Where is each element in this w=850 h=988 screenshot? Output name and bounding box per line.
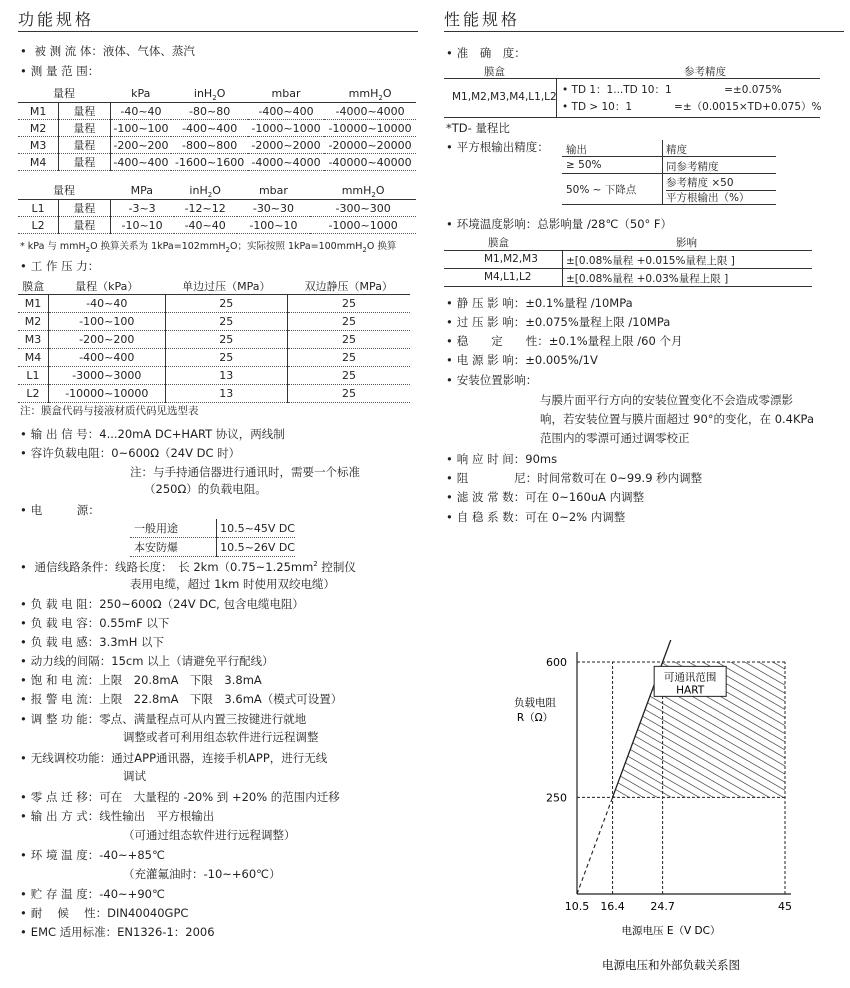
ambient-effect-table: 膜盒 影响 M1,M2,M3 ±[0.08%量程 +0.015%量程上限 ] M4,L1,L2 ±[0.08%量程 +0.03%量程上限 ] [444,235,812,287]
table-cell: -400~400 [110,154,171,171]
pressure-header-row [18,278,410,295]
range-header-cell: mbar [237,181,311,200]
table-row [130,538,295,557]
table-cell: -400~400 [171,120,247,137]
td-note: *TD- 量程比 [446,121,510,135]
range-header-cell: 量程 [18,181,110,200]
load-note-2: （250Ω）的负载电阻。 [144,482,267,496]
pressure-header-cell: 双边静压（MPa） [288,278,410,295]
range-header-row [18,84,416,103]
table-cell: 25 [288,295,410,313]
table-cell: 25 [288,367,410,385]
table-cell: M1 [18,295,48,313]
table-cell: -100~100 [110,120,171,137]
table-row [18,295,410,313]
table-cell: L2 [18,217,59,234]
comm-line-2: 表用电缆，超过 1km 时使用双绞电缆） [130,577,335,591]
table-cell: M4 [18,349,48,367]
static-pressure-effect: • 静 压 影 响：±0.1%量程 /10MPa [446,295,633,312]
table-cell: 25 [288,385,410,403]
acc-header-accuracy: 参考精度 [684,66,726,78]
table-cell: 10.5~45V DC [217,519,295,538]
table-cell: -2000~2000 [248,137,324,154]
range-header-row [18,181,416,200]
acc-line-1: • TD 1：1...TD 10：1 =±0.075% [562,84,782,96]
table-cell: M4 [18,154,59,171]
over-pressure-effect: • 过 压 影 响：±0.075%量程上限 /10MPa [446,314,670,331]
functional-spec-title: 功能规格 [18,9,418,32]
table-cell: L1 [18,200,59,217]
storage-temp: • 贮 存 温 度：-40~+90℃ [20,886,165,903]
mount-effect-label: • 安装位置影响： [446,372,537,389]
table-cell: 本安防爆 [130,538,217,557]
self-stability: • 自 稳 系 数：可在 0~2% 内调整 [446,509,625,526]
adjust-function-1: • 调 整 功 能：零点、满量程点可从内置三按键进行就地 [20,711,306,728]
table-row [18,217,416,234]
saturation-current: • 饱 和 电 流：上限 20.8mA 下限 3.8mA [20,672,262,689]
table-cell: M3 [18,137,59,154]
range-header-cell: 量程 [18,84,110,103]
adjust-function-2: 调整或者可利用组态软件进行远程调整 [123,730,319,744]
table-row [18,367,410,385]
table-cell: -3000~3000 [48,367,165,385]
y-axis-label-1: 负载电阻 [514,697,556,709]
table-row [130,519,295,538]
table-row [18,313,410,331]
zero-shift: • 零 点 迁 移：可在 大量程的 -20% 到 +20% 的范围内迁移 [20,789,340,806]
table-cell: -80~80 [171,103,247,120]
x-axis-label: 电源电压 E（V DC） [621,925,721,937]
hart-label-1: 可通讯范围 [663,671,717,684]
load-voltage-chart [440,640,820,980]
table-cell: 量程 [59,217,110,234]
pressure-header-cell: 膜盒 [18,278,48,295]
table-cell: -800~800 [171,137,247,154]
weather-resistance: • 耐 候 性：DIN40040GPC [20,905,188,922]
x-tick-label: 16.4 [600,900,625,913]
table-cell: 量程 [59,120,110,137]
filter-constant: • 滤 波 常 数：可在 0~160uA 内调整 [446,489,644,506]
performance-spec-column [444,0,844,524]
sqrt-table: 输出 精度 ≥ 50% 同参考精度 50% ~ 下降点 参考精度 ×50 平方根输出（%） [562,140,776,205]
fluid-row: • 被 测 流 体：液体、气体、蒸汽 [20,43,195,60]
load-capacitance: • 负 载 电 容：0.55mF 以下 [20,615,169,632]
table-cell: -40~40 [174,217,237,234]
load-resistance: • 负 载 电 阻：250~600Ω（24V DC, 包含电缆电阻） [20,596,304,613]
range-header-cell: kPa [110,84,171,103]
table-cell: 25 [288,331,410,349]
table-cell: 一般用途 [130,519,217,538]
table-cell: -4000~4000 [324,103,416,120]
wireless-1: • 无线调校功能：通过APP通讯器，连接手机APP，进行无线 [20,750,327,767]
load-inductance: • 负 载 电 感：3.3mH 以下 [20,634,164,651]
range-header-cell: inH$_2$O [171,84,247,103]
output-mode-1: • 输 出 方 式：线性输出 平方根输出 [20,808,214,825]
table-cell: -400~400 [48,349,165,367]
table-cell: -4000~4000 [248,154,324,171]
table-cell: -12~12 [174,200,237,217]
table-cell: -100~100 [48,313,165,331]
table-cell: 13 [165,385,287,403]
response-time: • 响 应 时 间：90ms [446,451,557,468]
range-header-cell: mmH$_2$O [324,84,416,103]
damping: • 阻 尼：时间常数可在 0~99.9 秒内调整 [446,470,702,487]
table-cell: -100~10 [237,217,311,234]
range-header-cell: mbar [248,84,324,103]
table-cell: -300~300 [310,200,416,217]
table-cell: M2 [18,313,48,331]
table-row [18,103,416,120]
mount-effect-1: 与膜片面平行方向的安装位置变化不会造成零漂影 [540,393,793,407]
table-cell: -40~40 [110,103,171,120]
power-label: • 电 源： [20,502,100,519]
sqrt-label: • 平方根输出精度： [446,139,549,156]
chart-title: 电源电压和外部负载关系图 [602,958,740,972]
y-tick-label: 600 [546,656,567,669]
ambient-temp-1: • 环 境 温 度：-40~+85℃ [20,847,165,864]
y-tick-label: 250 [546,791,567,805]
range-header-cell: mmH$_2$O [310,181,416,200]
fluid-value: 液体、气体、蒸汽 [102,44,195,58]
pressure-table [18,278,410,403]
table-cell: -200~200 [110,137,171,154]
pressure-header-cell: 单边过压（MPa） [165,278,287,295]
range-table-kpa [18,84,416,171]
table-cell: -10~10 [110,217,174,234]
range-label: • 测 量 范 围： [20,63,99,80]
table-row [18,349,410,367]
alarm-current: • 报 警 电 流：上限 22.8mA 下限 3.6mA（模式可设置） [20,691,342,708]
mount-effect-2: 响，若安装位置与膜片面超过 90°的变化，在 0.4KPa [540,412,814,426]
functional-spec-column [18,0,418,939]
pressure-label: • 工 作 压 力： [20,258,99,275]
table-cell: -200~200 [48,331,165,349]
stability: • 稳 定 性：±0.1%量程上限 /60 个月 [446,333,682,350]
table-cell: -3~3 [110,200,174,217]
table-cell: 25 [165,331,287,349]
table-cell: 25 [165,295,287,313]
range-header-cell: inH$_2$O [174,181,237,200]
table-cell: -1000~1000 [248,120,324,137]
ambient-temp-2: （充灌氟油时：-10~+60℃） [123,867,281,881]
table-cell: L1 [18,367,48,385]
range-header-cell: MPa [110,181,174,200]
table-cell: M1 [18,103,59,120]
table-cell: 25 [165,349,287,367]
pressure-note: 注：膜盒代码与接液材质代码见选型表 [20,405,199,417]
range-note: * kPa 与 mmH$_2$O 换算关系为 1kPa=102mmH$_2$O；实际按照 1kPa=100mmH$_2$O 换算 [20,241,397,254]
table-cell: 13 [165,367,287,385]
table-cell: -30~30 [237,200,311,217]
power-line-spacing: • 动力线的间隔：15cm 以上（请避免平行配线） [20,653,274,670]
accuracy-label: • 准 确 度： [446,45,526,62]
table-cell: -10000~10000 [48,385,165,403]
load-note-1: 注：与手持通信器进行通讯时，需要一个标准 [130,465,360,479]
acc-header-box: 膜盒 [484,66,505,78]
table-cell: 量程 [59,103,110,120]
performance-spec-title: 性能规格 [444,9,844,32]
output-signal: • 输 出 信 号：4...20mA DC+HART 协议，两线制 [20,426,285,443]
power-table [130,519,295,557]
table-cell: M2 [18,120,59,137]
comm-line-1: • 通信线路条件：线路长度： 长 $2km(0.75\sim 1.25mm^2$ 控制仪 [20,559,356,576]
table-cell: 量程 [59,154,110,171]
table-row [18,331,410,349]
table-cell: 量程 [59,200,110,217]
acc-line-2: • TD > 10：1 =±（0.0015×TD+0.075）% [562,101,822,113]
mount-effect-3: 范围内的零漂可通过调零校正 [540,431,690,445]
table-cell: 25 [288,313,410,331]
table-cell: -1600~1600 [171,154,247,171]
x-tick-label: 10.5 [564,900,590,913]
table-cell: -10000~10000 [324,120,416,137]
table-cell: -40000~40000 [324,154,416,171]
output-mode-2: （可通过组态软件进行远程调整） [123,828,296,842]
load-line-dashed [577,797,613,894]
table-cell: L2 [18,385,48,403]
ambient-effect-label: • 环境温度影响：总影响量 /28℃（50° F） [446,216,672,233]
range-table-mpa [18,181,416,234]
table-row [18,137,416,154]
pressure-header-cell: 量程（kPa） [48,278,165,295]
table-row [18,385,410,403]
accuracy-table [444,64,820,118]
table-cell: 量程 [59,137,110,154]
table-row [18,120,416,137]
acc-box-list: M1,M2,M3,M4,L1,L2 [452,91,557,103]
table-row [18,200,416,217]
allowed-load: • 容许负载电阻：0~600Ω（24V DC 时） [20,445,240,462]
table-row [18,154,416,171]
table-cell: 25 [165,313,287,331]
table-cell: -40~40 [48,295,165,313]
hart-label-2: HART [676,684,705,697]
table-cell: M3 [18,331,48,349]
table-cell: -1000~1000 [310,217,416,234]
y-axis-label-2: R（Ω） [516,712,554,724]
wireless-2: 调试 [123,769,146,783]
table-cell: -20000~20000 [324,137,416,154]
table-cell: -400~400 [248,103,324,120]
x-tick-label: 24.7 [650,900,675,913]
emc-standard: • EMC 适用标准：EN1326-1：2006 [20,924,215,941]
power-supply-effect: • 电 源 影 响：±0.005%/1V [446,352,598,369]
table-cell: 10.5~26V DC [217,538,295,557]
table-cell: 25 [288,349,410,367]
x-tick-label: 45 [778,900,792,913]
